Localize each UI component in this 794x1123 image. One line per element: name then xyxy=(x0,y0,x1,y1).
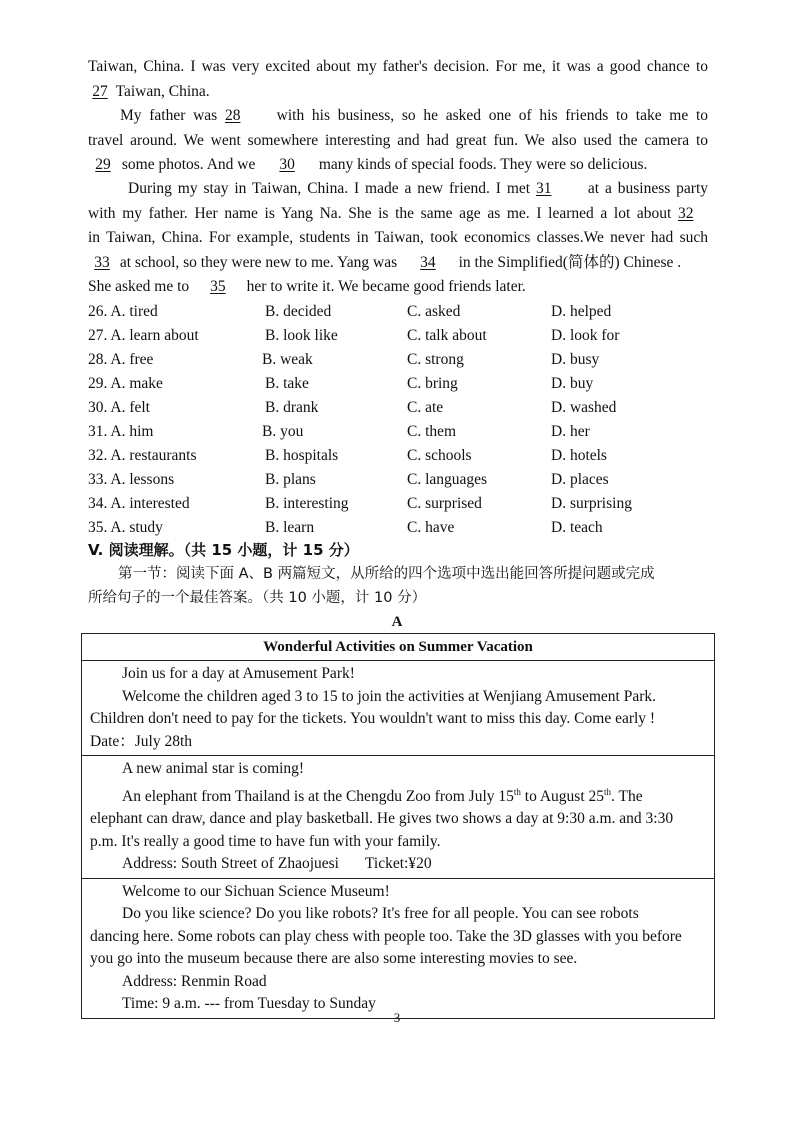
option-a: 29. A. make xyxy=(88,375,163,392)
option-b: B. drank xyxy=(265,399,319,416)
ad-amusement-park xyxy=(82,661,714,756)
option-a: 28. A. free xyxy=(88,351,154,368)
activities-box xyxy=(81,633,715,1019)
option-d: D. look for xyxy=(551,327,620,344)
question-35-options xyxy=(88,516,708,539)
option-c: C. them xyxy=(407,423,457,440)
blank-33: 33 xyxy=(94,254,110,271)
page-number: 3 xyxy=(393,1010,401,1025)
question-27-options xyxy=(88,324,708,347)
ad2-address: Address: South Street of Zhaojuesi xyxy=(122,855,339,873)
ad1-date: Date：July 28th xyxy=(90,732,193,750)
option-c: C. talk about xyxy=(407,327,487,344)
option-a: 33. A. lessons xyxy=(88,471,175,488)
passage-line-9: 33 at school, so they were new to me. Yang was 34 in the Simplified(简体的) Chinese . xyxy=(88,252,708,274)
passage-line-2: 27 Taiwan, China. xyxy=(88,81,708,103)
passage-line-3: My father was 28 with his business, so he asked one of his friends to take me to xyxy=(120,105,708,127)
option-c: C. ate xyxy=(407,399,444,416)
option-b: B. decided xyxy=(265,303,332,320)
option-a: 35. A. study xyxy=(88,519,163,536)
ad2-ticket: Ticket:¥20 xyxy=(364,855,432,873)
ad2-info xyxy=(90,853,706,876)
option-b: B. take xyxy=(265,375,309,392)
blank-28: 28 xyxy=(224,107,241,124)
ad3-time: Time: 9 a.m. --- from Tuesday to Sunday xyxy=(122,995,376,1013)
option-a: 30. A. felt xyxy=(88,399,150,416)
passage-line-7: with my father. Her name is Yang Na. She is the same age as me. I learned a lot about 32 xyxy=(88,203,708,225)
option-c: C. schools xyxy=(407,447,472,464)
question-33-options xyxy=(88,468,708,491)
option-d: D. hotels xyxy=(551,447,607,464)
section-instruction-2: 所给句子的一个最佳答案。（共 10 小题，计 10 分） xyxy=(88,590,427,606)
option-b: B. look like xyxy=(265,327,338,344)
option-b: B. hospitals xyxy=(265,447,339,464)
question-26-options xyxy=(88,300,708,323)
ad-science-museum xyxy=(82,879,714,1018)
box-title: Wonderful Activities on Summer Vacation xyxy=(82,634,714,661)
option-b: B. weak xyxy=(262,351,313,368)
option-d: D. teach xyxy=(551,519,603,536)
passage-label-a: A xyxy=(391,614,403,630)
option-c: C. have xyxy=(407,519,455,536)
passage-line-1: Taiwan, China. I was very excited about my father's decision. For me, it was a good chance to xyxy=(88,58,708,75)
ad3-address: Address: Renmin Road xyxy=(122,972,267,990)
blank-35: 35 xyxy=(210,278,226,295)
ad2-head: A new animal star is coming! xyxy=(122,760,305,777)
passage-line-10: She asked me to 35 her to write it. We became good friends later. xyxy=(88,276,708,298)
ad2-para-3: p.m. It's really a good time to have fun with your family. xyxy=(90,832,441,850)
passage-line-4: travel around. We went somewhere interesting and had great fun. We also used the camera to xyxy=(88,132,708,149)
option-d: D. places xyxy=(551,471,609,488)
option-d: D. buy xyxy=(551,375,594,392)
option-a: 31. A. him xyxy=(88,423,154,440)
ad3-head: Welcome to our Sichuan Science Museum! xyxy=(122,882,390,900)
ad1-head: Join us for a day at Amusement Park! xyxy=(122,665,355,682)
option-c: C. languages xyxy=(407,471,488,488)
ad3-para-1: Do you like science? Do you like robots? It's free for all people. You can see robots xyxy=(122,905,639,923)
option-d: D. busy xyxy=(551,351,600,368)
blank-32: 32 xyxy=(678,205,694,222)
option-d: D. her xyxy=(551,423,590,440)
option-a: 26. A. tired xyxy=(88,303,158,320)
option-d: D. helped xyxy=(551,303,612,320)
passage-line-8: in Taiwan, China. For example, students in Taiwan, took economics classes.We never had such xyxy=(88,229,708,246)
blank-30: 30 xyxy=(279,156,295,173)
option-a: 34. A. interested xyxy=(88,495,190,512)
option-a: 32. A. restaurants xyxy=(88,447,197,464)
question-29-options xyxy=(88,372,708,395)
section-instruction-1: 第一节：阅读下面 A、B 两篇短文，从所给的四个选项中选出能回答所提问题或完成 xyxy=(118,566,655,582)
ad1-para-1: Welcome the children aged 3 to 15 to join the activities at Wenjiang Amusement Park. xyxy=(122,687,656,705)
option-d: D. washed xyxy=(551,399,617,416)
ad3-para-3: you go into the museum because there are also some interesting movies to see. xyxy=(90,950,578,968)
option-b: B. plans xyxy=(265,471,316,488)
question-31-options xyxy=(88,420,708,443)
passage-line-5: 29 some photos. And we 30 many kinds of special foods. They were so delicious. xyxy=(88,154,708,176)
question-30-options xyxy=(88,396,708,419)
ad-zoo xyxy=(82,756,714,879)
option-a: 27. A. learn about xyxy=(88,327,199,344)
option-c: C. bring xyxy=(407,375,458,392)
option-b: B. you xyxy=(262,423,304,440)
blank-27: 27 xyxy=(92,83,108,100)
question-28-options xyxy=(88,348,708,371)
option-d: D. surprising xyxy=(551,495,632,512)
question-34-options xyxy=(88,492,708,515)
blank-29: 29 xyxy=(95,156,111,173)
section-title: V. 阅读理解。（共 15 小题，计 15 分） xyxy=(88,541,359,559)
ad2-para-1: An elephant from Thailand is at the Chengdu Zoo from July 15th to August 25th. The xyxy=(122,786,643,805)
option-c: C. asked xyxy=(407,303,461,320)
option-c: C. strong xyxy=(407,351,464,368)
blank-31: 31 xyxy=(535,180,552,197)
option-b: B. learn xyxy=(265,519,315,536)
question-32-options xyxy=(88,444,708,467)
blank-34: 34 xyxy=(420,254,436,271)
passage-line-6: During my stay in Taiwan, China. I made a new friend. I met 31 at a business party xyxy=(128,178,708,200)
option-b: B. interesting xyxy=(265,495,349,512)
option-c: C. surprised xyxy=(407,495,482,512)
ad2-para-2: elephant can draw, dance and play basketball. He gives two shows a day at 9:30 a.m. and 3:30 xyxy=(90,810,674,828)
ad3-para-2: dancing here. Some robots can play chess with people too. Take the 3D glasses with you before xyxy=(90,927,682,945)
ad1-para-2: Children don't need to pay for the tickets. You wouldn't want to miss this day. Come early ! xyxy=(90,710,656,727)
